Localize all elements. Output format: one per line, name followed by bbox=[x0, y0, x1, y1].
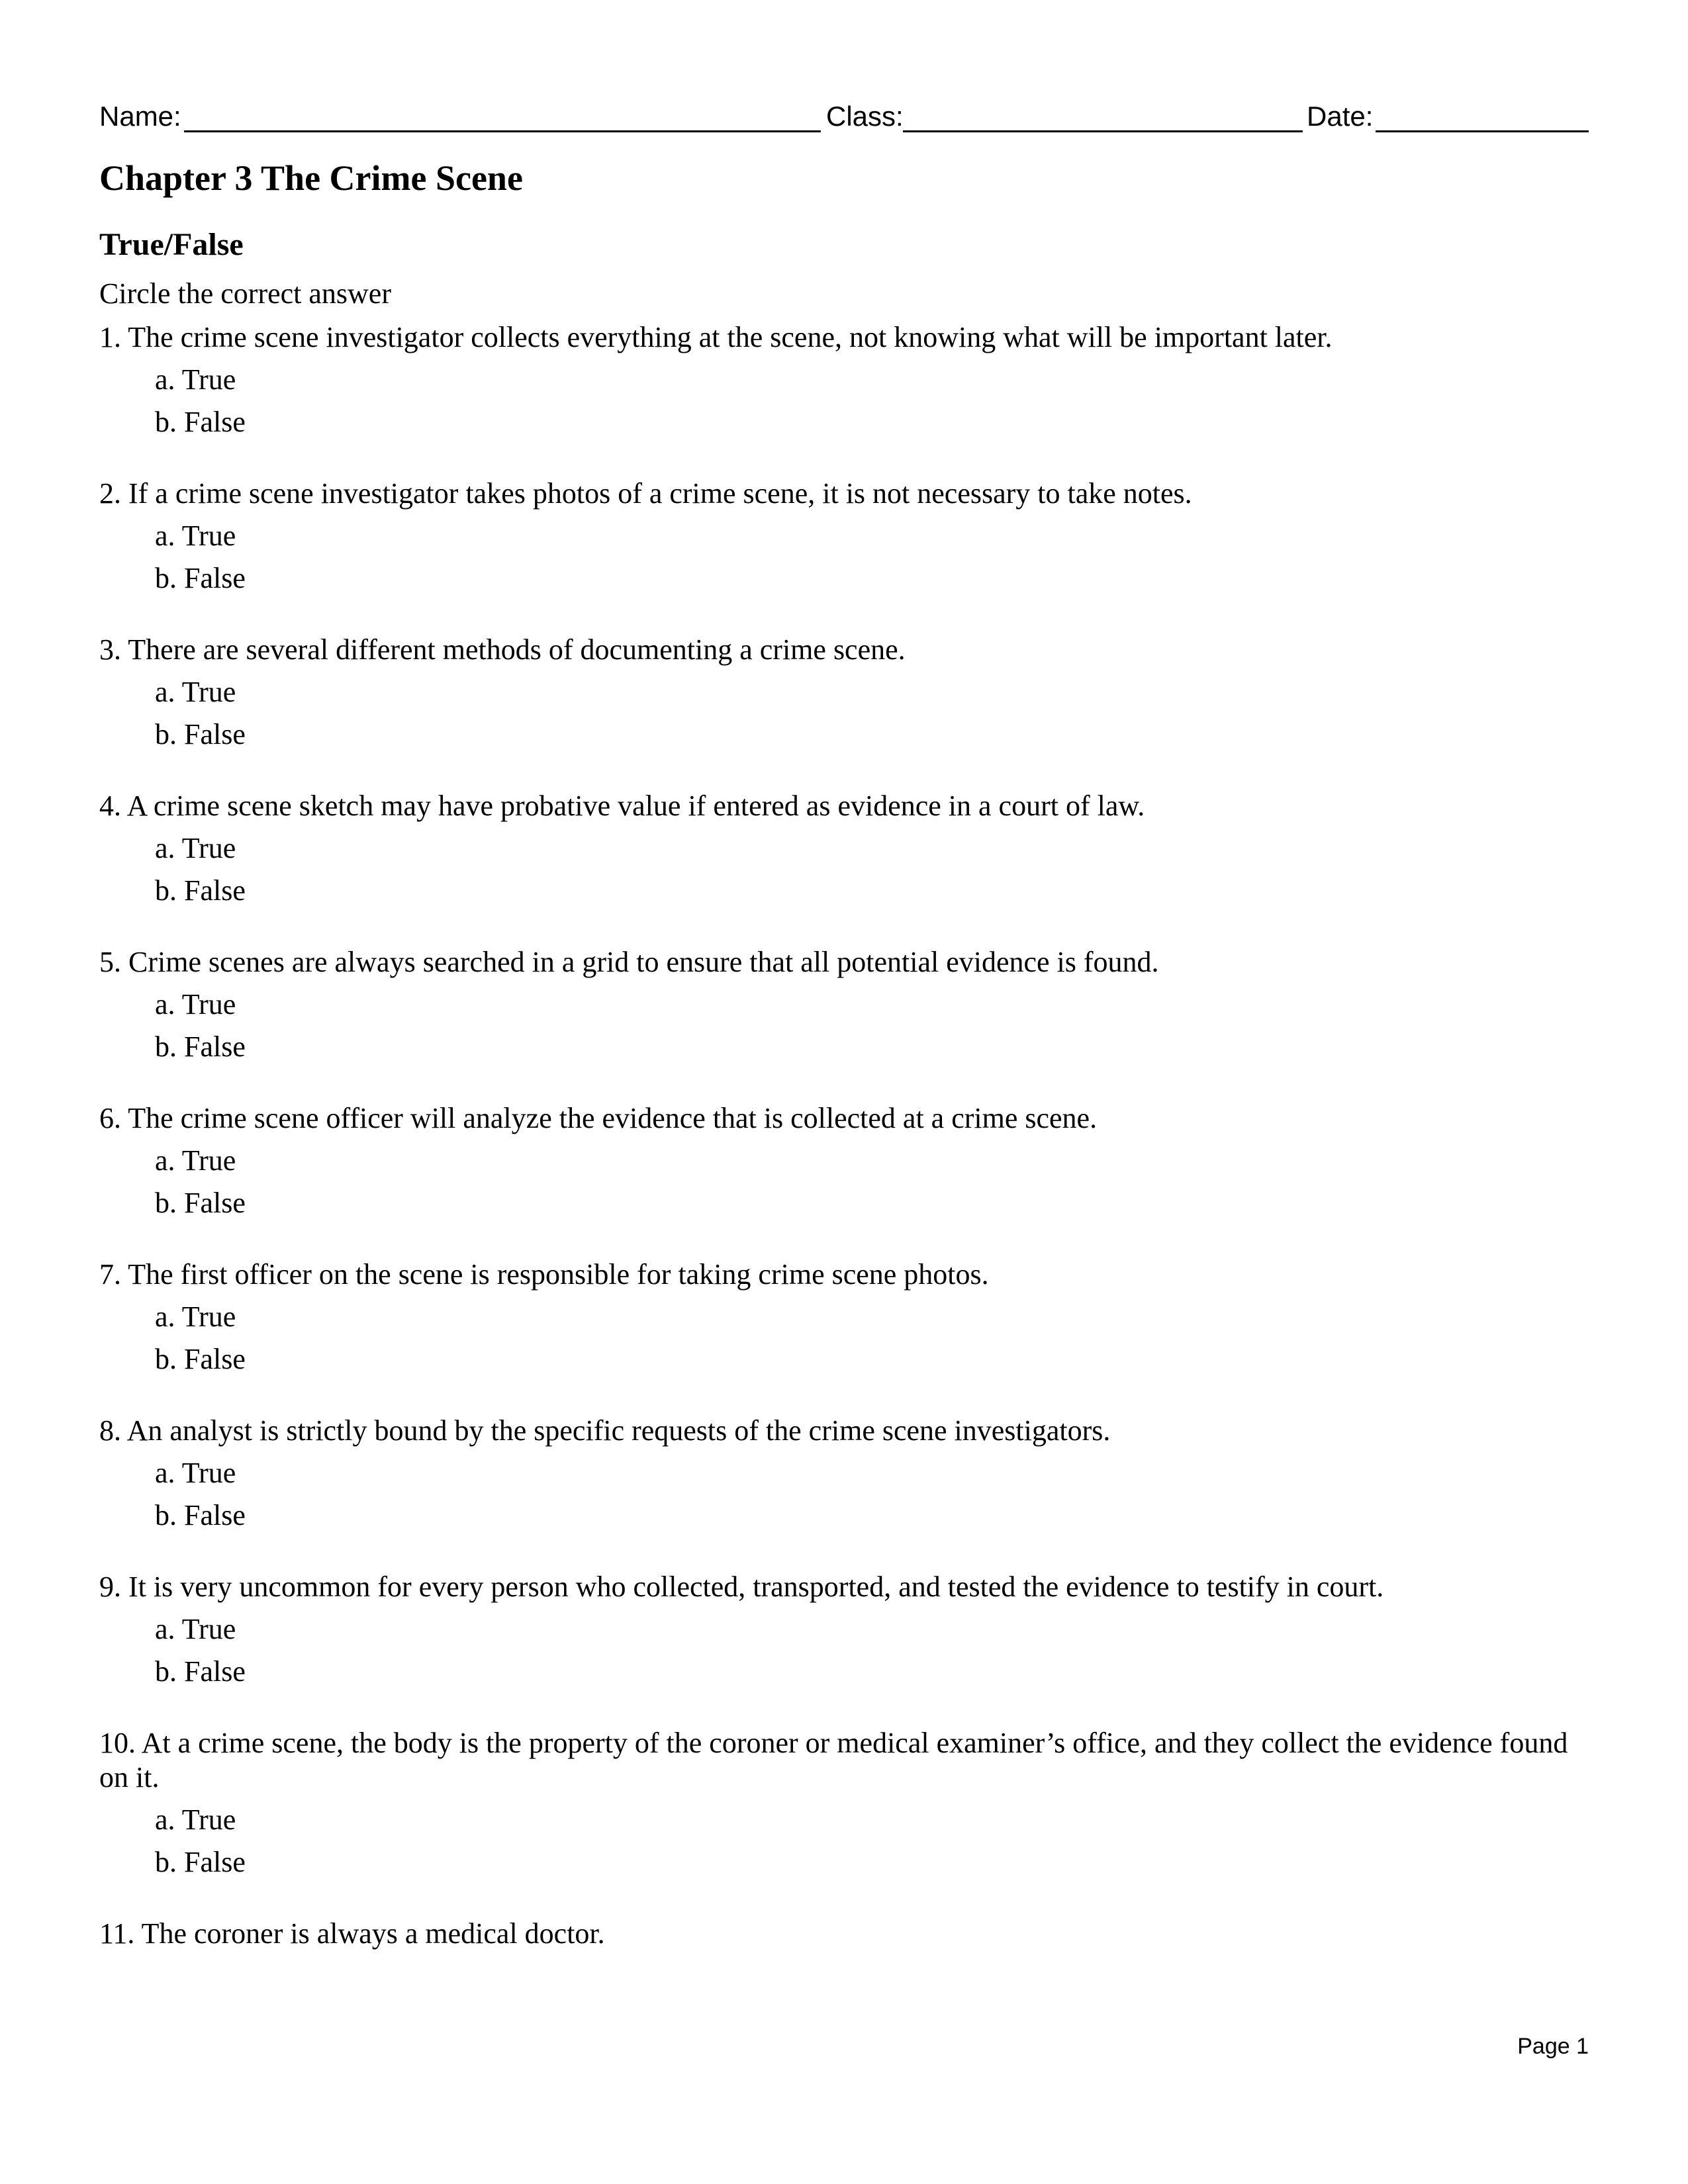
question-text: 3. There are several different methods of documenting a crime scene. bbox=[99, 633, 906, 666]
answer-option-false[interactable]: b. False bbox=[155, 1030, 246, 1063]
question-text: 1. The crime scene investigator collects everything at the scene, not knowing what will be important later. bbox=[99, 321, 1333, 353]
answer-option-false[interactable]: b. False bbox=[155, 1655, 246, 1688]
answer-options bbox=[99, 1612, 1589, 1689]
answer-option-false[interactable]: b. False bbox=[155, 1343, 246, 1375]
question-item bbox=[99, 633, 1589, 752]
question-item bbox=[99, 1726, 1589, 1880]
question-text: 9. It is very uncommon for every person who collected, transported, and tested the evidence to testify in court. bbox=[99, 1570, 1384, 1603]
question-item bbox=[99, 1257, 1589, 1377]
question-item bbox=[99, 789, 1589, 908]
answer-option-false[interactable]: b. False bbox=[155, 1499, 246, 1531]
question-text: 6. The crime scene officer will analyze the evidence that is collected at a crime scene. bbox=[99, 1102, 1098, 1134]
answer-option-true[interactable]: a. True bbox=[155, 988, 236, 1021]
answer-option-false[interactable]: b. False bbox=[155, 1846, 246, 1878]
date-label: Date: bbox=[1307, 101, 1374, 132]
question-item bbox=[99, 1917, 1589, 1951]
answer-option-true[interactable]: a. True bbox=[155, 520, 236, 552]
page-title: Chapter 3 The Crime Scene bbox=[99, 158, 523, 198]
name-label: Name: bbox=[99, 101, 181, 132]
worksheet-page bbox=[99, 0, 1589, 2184]
class-field[interactable] bbox=[826, 97, 1303, 136]
date-blank-line[interactable] bbox=[1376, 130, 1589, 132]
answer-options bbox=[99, 831, 1589, 908]
question-text: 7. The first officer on the scene is responsible for taking crime scene photos. bbox=[99, 1258, 989, 1291]
class-blank-line[interactable] bbox=[903, 130, 1303, 132]
answer-option-false[interactable]: b. False bbox=[155, 874, 246, 907]
question-item bbox=[99, 477, 1589, 596]
answer-option-false[interactable]: b. False bbox=[155, 406, 246, 438]
question-text: 10. At a crime scene, the body is the property of the coroner or medical examiner’s office, and they collect the evidence found on it. bbox=[99, 1727, 1568, 1794]
question-item bbox=[99, 1414, 1589, 1533]
answer-option-false[interactable]: b. False bbox=[155, 562, 246, 594]
question-text: 11. The coroner is always a medical doctor. bbox=[99, 1917, 605, 1950]
class-label: Class: bbox=[826, 101, 904, 132]
answer-option-true[interactable]: a. True bbox=[155, 832, 236, 864]
answer-option-true[interactable]: a. True bbox=[155, 1803, 236, 1836]
section-heading: True/False bbox=[99, 227, 244, 262]
answer-option-false[interactable]: b. False bbox=[155, 718, 246, 751]
answer-option-true[interactable]: a. True bbox=[155, 363, 236, 396]
instructions: Circle the correct answer bbox=[99, 277, 391, 310]
answer-options bbox=[99, 675, 1589, 752]
page-number: Page 1 bbox=[1517, 2034, 1589, 2059]
question-list bbox=[99, 320, 1589, 1988]
answer-option-true[interactable]: a. True bbox=[155, 1613, 236, 1645]
answer-options bbox=[99, 1803, 1589, 1880]
question-text: 4. A crime scene sketch may have probative value if entered as evidence in a court of law. bbox=[99, 790, 1145, 822]
answer-options bbox=[99, 519, 1589, 596]
answer-option-false[interactable]: b. False bbox=[155, 1187, 246, 1219]
answer-option-true[interactable]: a. True bbox=[155, 1457, 236, 1489]
date-field[interactable] bbox=[1307, 97, 1589, 136]
name-blank-line[interactable] bbox=[184, 130, 821, 132]
answer-options bbox=[99, 1144, 1589, 1220]
answer-options bbox=[99, 987, 1589, 1064]
name-field[interactable] bbox=[99, 97, 821, 136]
answer-option-true[interactable]: a. True bbox=[155, 676, 236, 708]
answer-options bbox=[99, 1456, 1589, 1533]
question-item bbox=[99, 1101, 1589, 1220]
question-item bbox=[99, 945, 1589, 1064]
answer-option-true[interactable]: a. True bbox=[155, 1144, 236, 1177]
answer-options bbox=[99, 363, 1589, 439]
answer-option-true[interactable]: a. True bbox=[155, 1300, 236, 1333]
header-fields bbox=[99, 97, 1589, 136]
question-text: 5. Crime scenes are always searched in a grid to ensure that all potential evidence is found. bbox=[99, 946, 1159, 978]
question-item bbox=[99, 1570, 1589, 1689]
question-text: 2. If a crime scene investigator takes photos of a crime scene, it is not necessary to take notes. bbox=[99, 477, 1192, 510]
question-text: 8. An analyst is strictly bound by the specific requests of the crime scene investigators. bbox=[99, 1414, 1111, 1447]
answer-options bbox=[99, 1300, 1589, 1377]
question-item bbox=[99, 320, 1589, 439]
